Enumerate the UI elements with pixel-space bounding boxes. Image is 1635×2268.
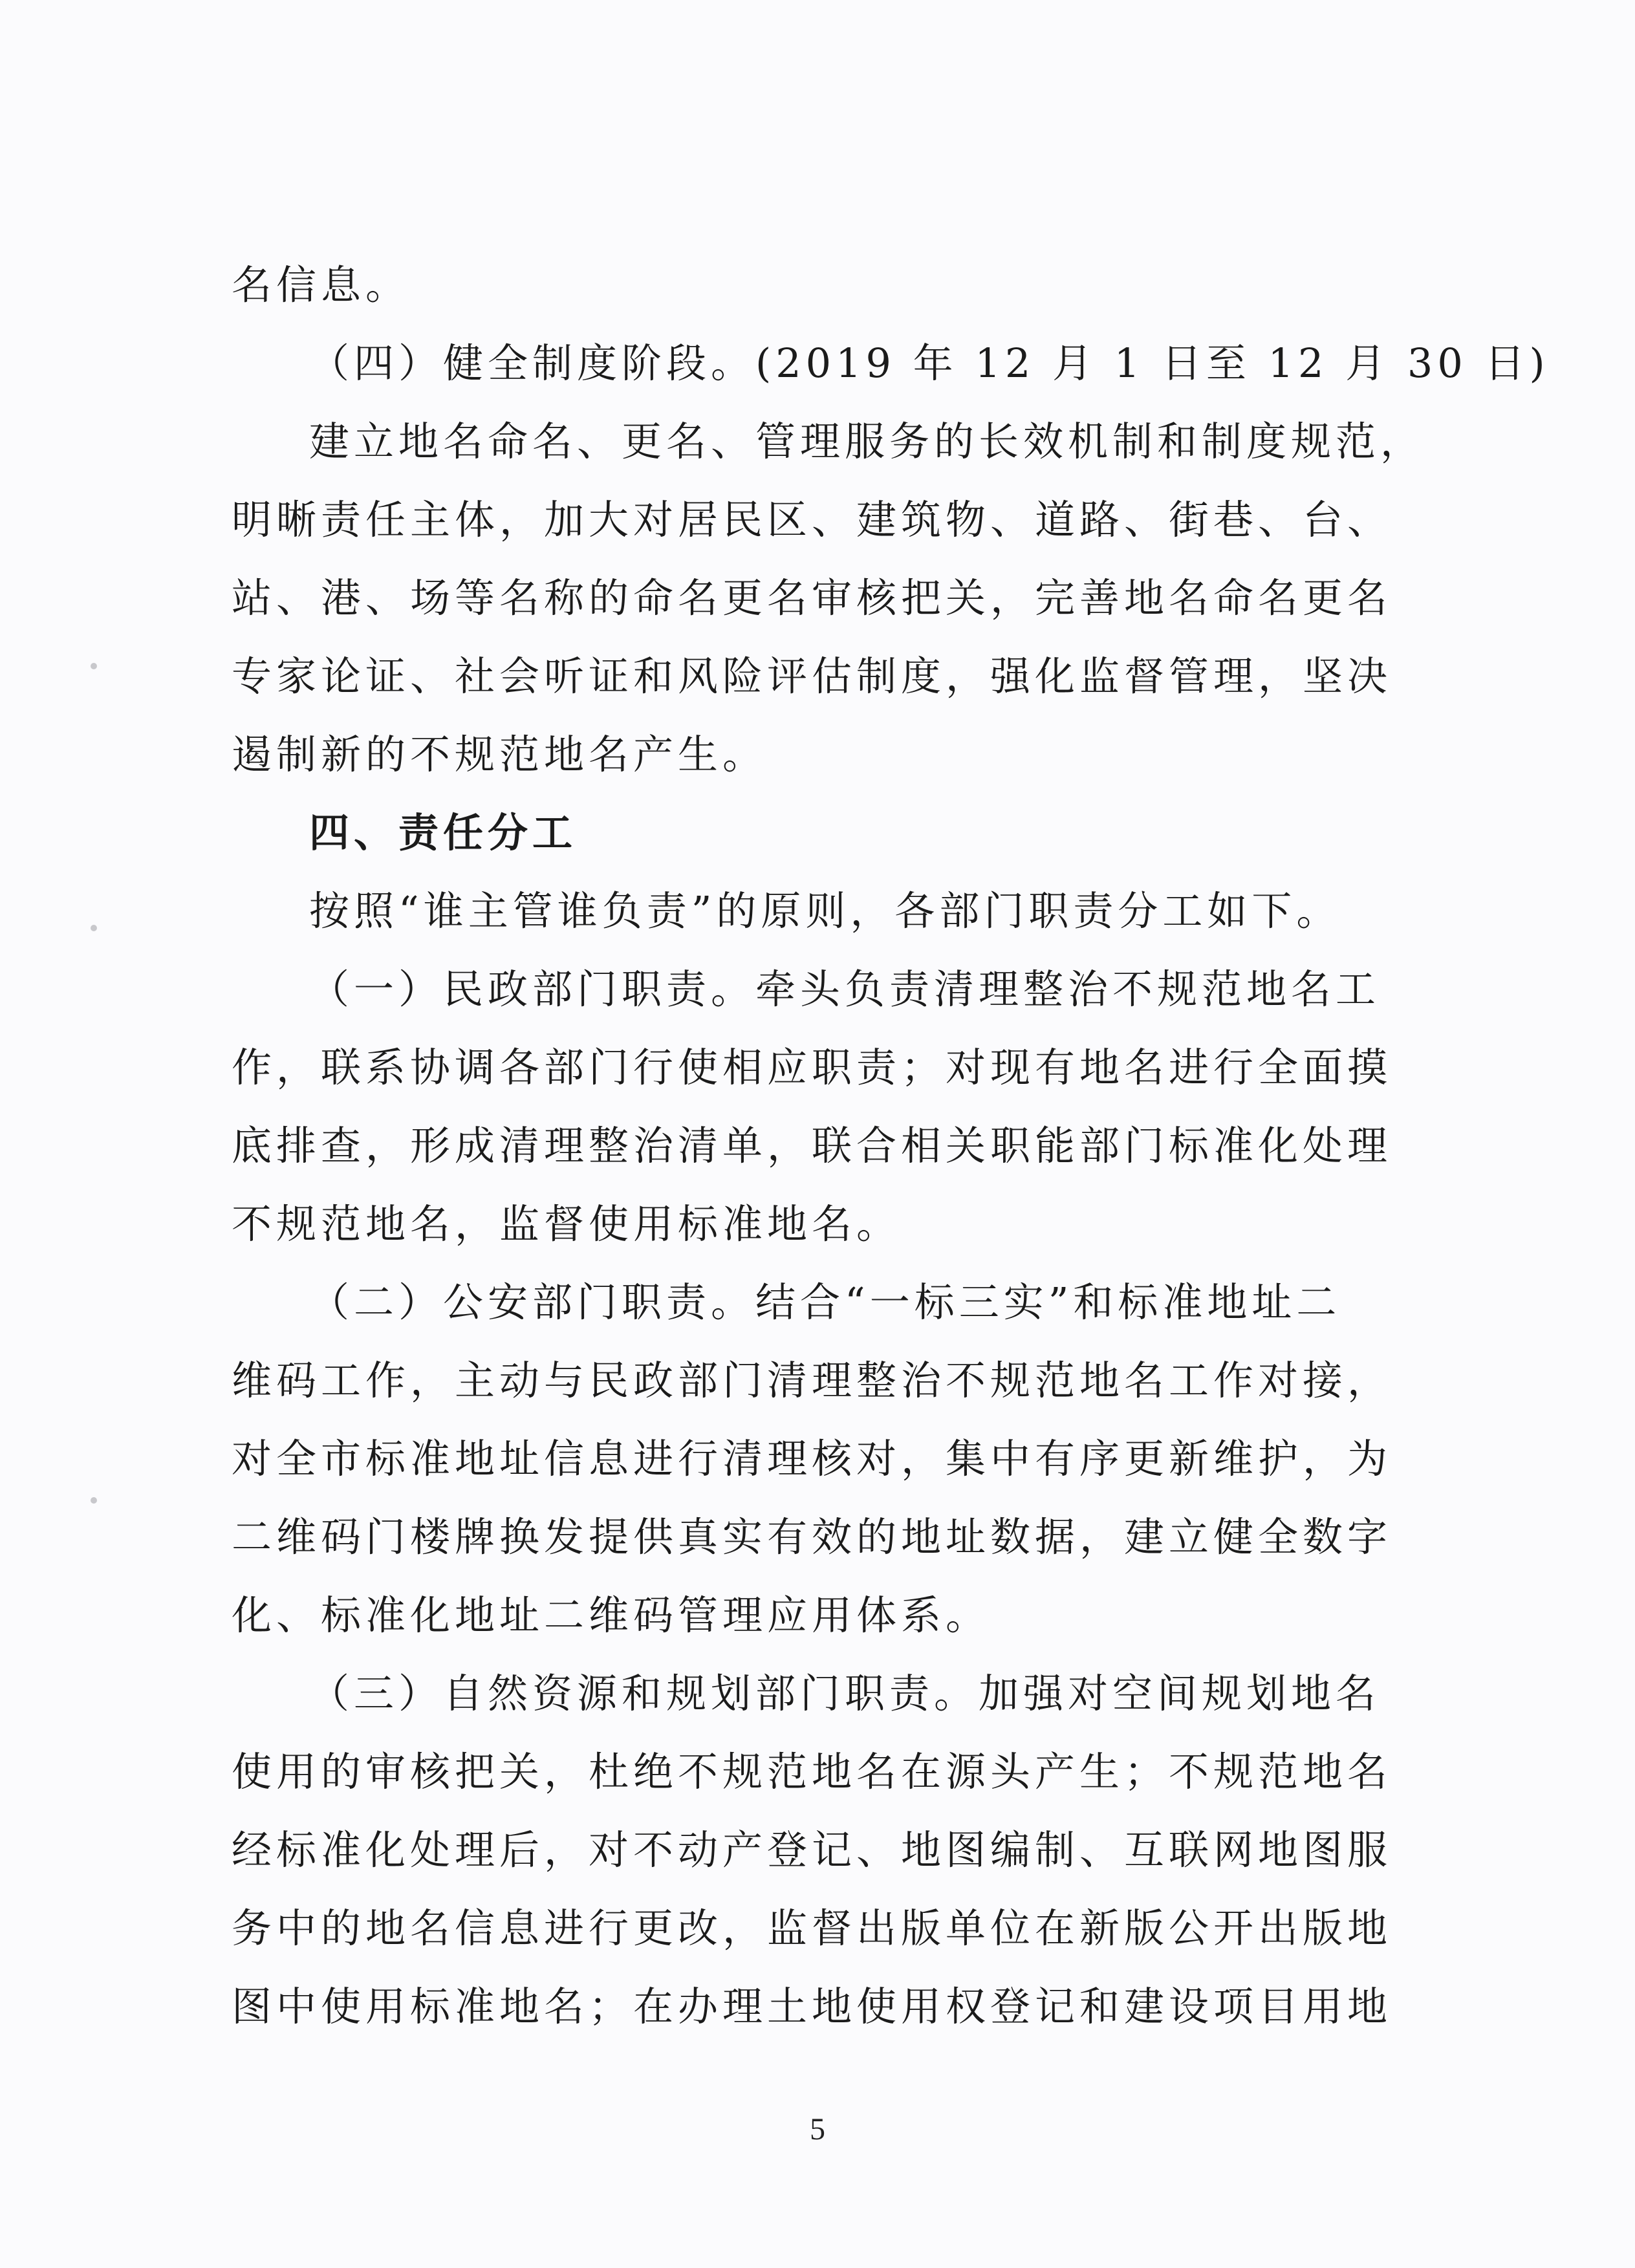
binding-hole-mark — [91, 1497, 97, 1504]
paragraph-line: （一）民政部门职责。牵头负责清理整治不规范地名工 — [309, 966, 1381, 1013]
paragraph-line: 按照“谁主管谁负责”的原则，各部门职责分工如下。 — [309, 887, 1341, 934]
paragraph-line: 名信息。 — [232, 261, 411, 308]
paragraph-line: 图中使用标准地名；在办理土地使用权登记和建设项目用地 — [232, 1983, 1392, 2030]
binding-hole-mark — [91, 663, 97, 669]
page-number: 5 — [810, 2112, 825, 2146]
paragraph-line: 化、标准化地址二维码管理应用体系。 — [232, 1592, 991, 1639]
paragraph-line: 建立地名命名、更名、管理服务的长效机制和制度规范， — [309, 418, 1425, 465]
paragraph-line: 专家论证、社会听证和风险评估制度，强化监督管理，坚决 — [232, 653, 1392, 700]
paragraph-line: 不规范地名，监督使用标准地名。 — [232, 1200, 902, 1247]
paragraph-line: 经标准化处理后，对不动产登记、地图编制、互联网地图服 — [232, 1826, 1392, 1874]
paragraph-line: 底排查，形成清理整治清单，联合相关职能部门标准化处理 — [232, 1122, 1392, 1169]
paragraph-line: 务中的地名信息进行更改，监督出版单位在新版公开出版地 — [232, 1905, 1392, 1952]
paragraph-line: （二）公安部门职责。结合“一标三实”和标准地址二 — [309, 1279, 1341, 1326]
paragraph-line: 二维码门楼牌换发提供真实有效的地址数据，建立健全数字 — [232, 1513, 1392, 1561]
binding-hole-mark — [91, 925, 97, 931]
section-heading: 四、责任分工 — [309, 809, 578, 856]
section-subheading: （四）健全制度阶段。(2019 年 12 月 1 日至 12 月 30 日) — [309, 340, 1550, 387]
paragraph-line: 维码工作，主动与民政部门清理整治不规范地名工作对接， — [232, 1357, 1392, 1404]
paragraph-line: 使用的审核把关，杜绝不规范地名在源头产生；不规范地名 — [232, 1748, 1392, 1795]
paragraph-line: 遏制新的不规范地名产生。 — [232, 731, 768, 778]
document-body — [232, 246, 1550, 2046]
paragraph-line: （三）自然资源和规划部门职责。加强对空间规划地名 — [309, 1670, 1381, 1717]
paragraph-line: 站、港、场等名称的命名更名审核把关，完善地名命名更名 — [232, 574, 1392, 621]
paragraph-line: 作，联系协调各部门行使相应职责；对现有地名进行全面摸 — [232, 1044, 1392, 1091]
paragraph-line: 对全市标准地址信息进行清理核对，集中有序更新维护，为 — [232, 1435, 1392, 1482]
paragraph-line: 明晰责任主体，加大对居民区、建筑物、道路、街巷、台、 — [232, 496, 1392, 543]
